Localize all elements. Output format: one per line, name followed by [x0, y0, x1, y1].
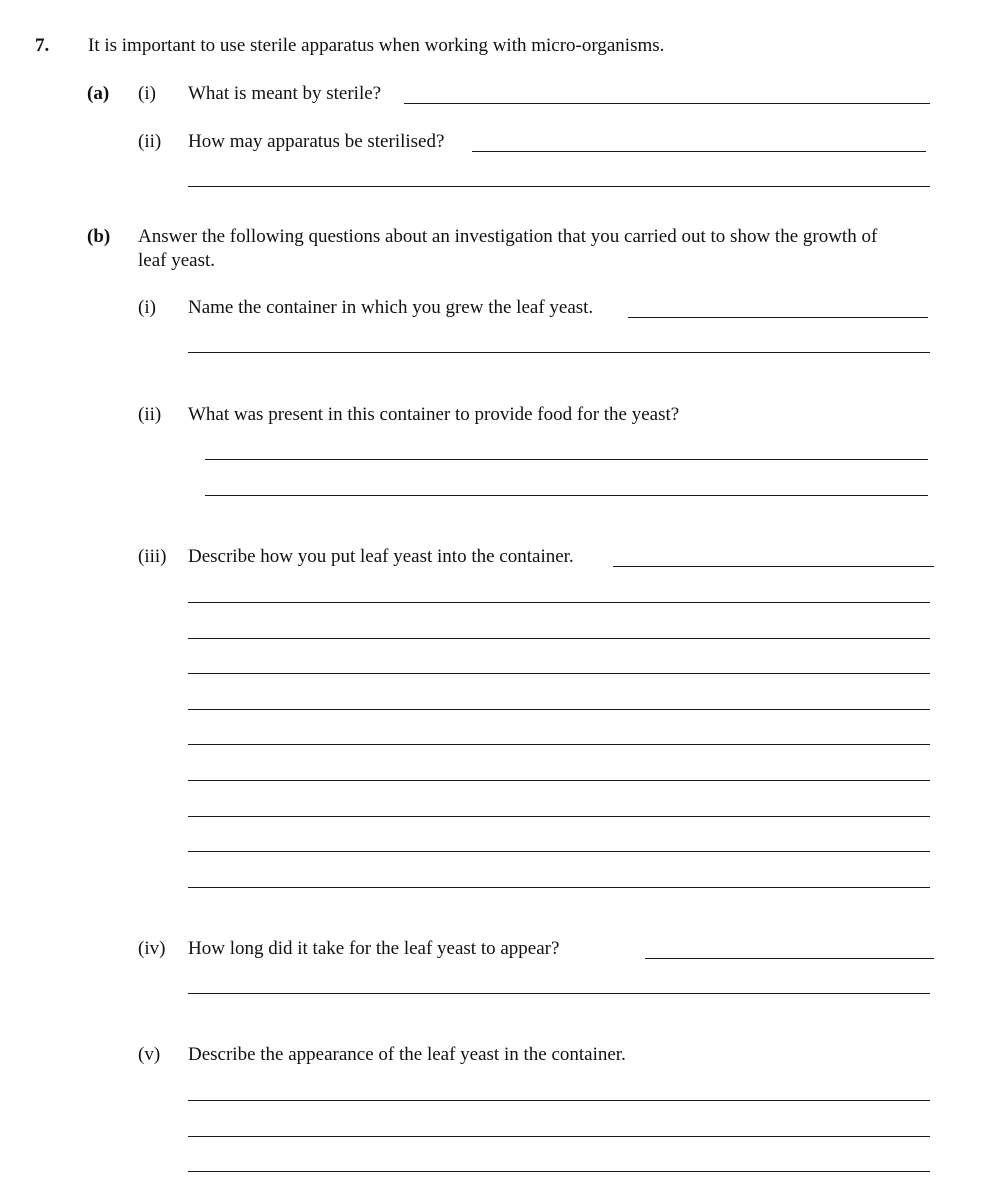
part-b-iii-label: (iii) — [138, 546, 167, 567]
answer-line-b-v-1[interactable] — [188, 1100, 930, 1101]
answer-line-b-iii-3[interactable] — [188, 638, 930, 639]
answer-line-b-iii-9[interactable] — [188, 851, 930, 852]
answer-line-b-iii-8[interactable] — [188, 816, 930, 817]
part-b-intro-line2: leaf yeast. — [138, 250, 216, 271]
part-b-i-question: Name the container in which you grew the leaf yeast. — [188, 297, 594, 318]
part-b-iv-label: (iv) — [138, 938, 166, 959]
answer-line-b-ii-1[interactable] — [205, 459, 928, 460]
question-number: 7. — [35, 35, 50, 56]
answer-line-b-iii-4[interactable] — [188, 673, 930, 674]
answer-line-b-i-2[interactable] — [188, 352, 930, 353]
answer-line-b-iv-2[interactable] — [188, 993, 930, 994]
answer-line-a-i-1[interactable] — [404, 103, 930, 104]
question-intro: It is important to use sterile apparatus when working with micro-organisms. — [88, 35, 665, 56]
part-a-ii-question: How may apparatus be sterilised? — [188, 131, 445, 152]
part-b-v-label: (v) — [138, 1044, 161, 1065]
part-b-ii-label: (ii) — [138, 404, 162, 425]
part-a-ii-label: (ii) — [138, 131, 162, 152]
answer-line-b-iii-6[interactable] — [188, 744, 930, 745]
answer-line-b-iii-5[interactable] — [188, 709, 930, 710]
answer-line-b-iii-7[interactable] — [188, 780, 930, 781]
part-a-i-label: (i) — [138, 83, 156, 104]
part-b-label: (b) — [87, 226, 111, 247]
part-b-i-label: (i) — [138, 297, 156, 318]
answer-line-b-iii-1[interactable] — [613, 566, 934, 567]
part-b-iii-question: Describe how you put leaf yeast into the container. — [188, 546, 574, 567]
answer-line-a-ii-2[interactable] — [188, 186, 930, 187]
part-b-v-question: Describe the appearance of the leaf yeast in the container. — [188, 1044, 626, 1065]
part-a-i-question: What is meant by sterile? — [188, 83, 382, 104]
part-a-label: (a) — [87, 83, 110, 104]
answer-line-b-iv-1[interactable] — [645, 958, 934, 959]
answer-line-b-i-1[interactable] — [628, 317, 928, 318]
answer-line-b-v-3[interactable] — [188, 1171, 930, 1172]
part-b-ii-question: What was present in this container to provide food for the yeast? — [188, 404, 680, 425]
answer-line-b-ii-2[interactable] — [205, 495, 928, 496]
answer-line-a-ii-1[interactable] — [472, 151, 926, 152]
answer-line-b-iii-10[interactable] — [188, 887, 930, 888]
part-b-iv-question: How long did it take for the leaf yeast to appear? — [188, 938, 560, 959]
part-b-intro-line1: Answer the following questions about an investigation that you carried out to show the growth of — [138, 226, 878, 247]
answer-line-b-v-2[interactable] — [188, 1136, 930, 1137]
answer-line-b-iii-2[interactable] — [188, 602, 930, 603]
